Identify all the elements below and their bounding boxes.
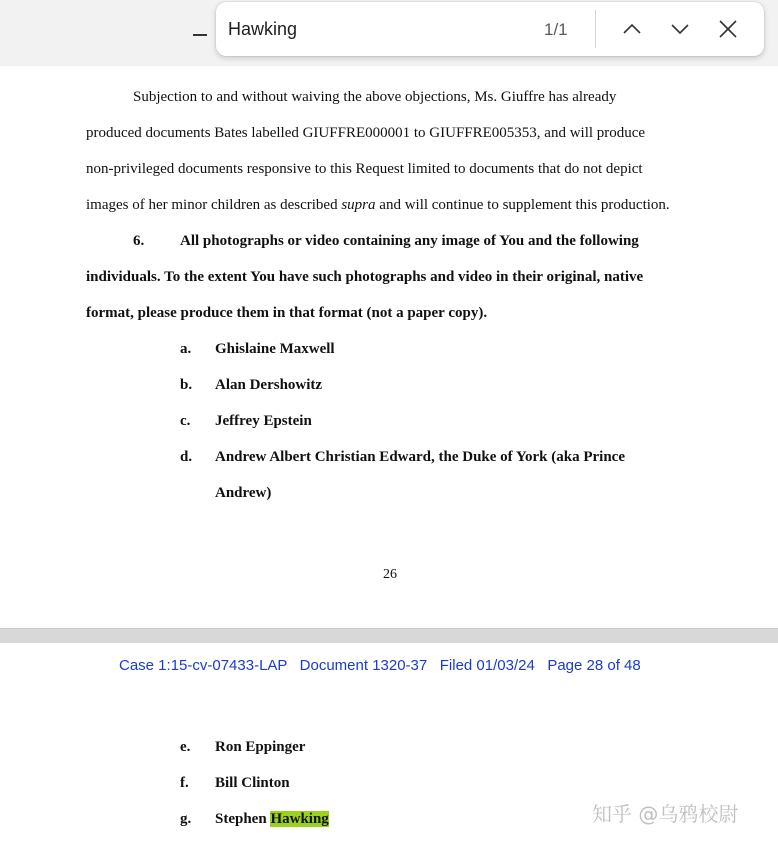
- text-run: images of her minor children as described: [86, 197, 342, 213]
- watermark: 知乎 @乌鸦校尉: [592, 802, 739, 826]
- list-item-letter: g.: [180, 811, 192, 827]
- list-item-letter: a.: [180, 341, 192, 357]
- paragraph-line: produced documents Bates labelled GIUFFRE000001 to GIUFFRE005353, and will produce: [86, 125, 646, 141]
- request-line: All photographs or video containing any image of You and the following: [180, 233, 639, 249]
- previous-match-button[interactable]: [618, 15, 646, 43]
- text-run: Stephen: [215, 811, 271, 827]
- list-item-letter: e.: [180, 739, 191, 755]
- text-run: and will continue to supplement this production.: [375, 197, 670, 213]
- italic-text: supra: [341, 197, 376, 213]
- list-item-name: [215, 810, 329, 828]
- divider: [595, 10, 596, 48]
- list-item-name: Ghislaine Maxwell: [215, 341, 335, 357]
- case-header-stamp: Case 1:15-cv-07433-LAP Document 1320-37 Filed 01/03/24 Page 28 of 48: [119, 657, 641, 674]
- request-number: 6.: [133, 233, 145, 249]
- find-bar: [216, 2, 764, 56]
- search-highlight: Hawking: [270, 811, 329, 827]
- list-item-name: Jeffrey Epstein: [215, 413, 312, 429]
- close-find-button[interactable]: [714, 15, 742, 43]
- page-divider: [0, 628, 778, 643]
- list-item-letter: f.: [180, 775, 189, 791]
- list-item-letter: c.: [180, 413, 191, 429]
- paragraph-line: non-privileged documents responsive to this Request limited to documents that do not depict: [86, 161, 643, 177]
- page-number: 26: [383, 567, 397, 582]
- next-match-button[interactable]: [666, 15, 694, 43]
- list-item-name: Ron Eppinger: [215, 739, 306, 755]
- chevron-down-icon: [669, 18, 691, 40]
- list-item-name: Bill Clinton: [215, 775, 290, 791]
- list-item-name: Alan Dershowitz: [215, 377, 323, 393]
- list-item-continuation: Andrew): [215, 485, 272, 501]
- close-icon: [717, 18, 739, 40]
- match-count: 1/1: [544, 20, 568, 39]
- request-line: individuals. To the extent You have such photographs and video in their original, native: [86, 269, 644, 285]
- document-page-26: [0, 66, 778, 628]
- find-input[interactable]: [228, 14, 528, 44]
- list-item-letter: b.: [180, 377, 193, 393]
- list-item-letter: d.: [180, 449, 193, 465]
- paragraph-line: Subjection to and without waiving the above objections, Ms. Giuffre has already: [133, 89, 617, 105]
- paragraph-line: [86, 196, 670, 214]
- chevron-up-icon: [621, 18, 643, 40]
- request-line: format, please produce them in that format (not a paper copy).: [86, 305, 488, 321]
- list-item-name: Andrew Albert Christian Edward, the Duke of York (aka Prince: [215, 449, 626, 465]
- minimize-icon[interactable]: [193, 34, 207, 36]
